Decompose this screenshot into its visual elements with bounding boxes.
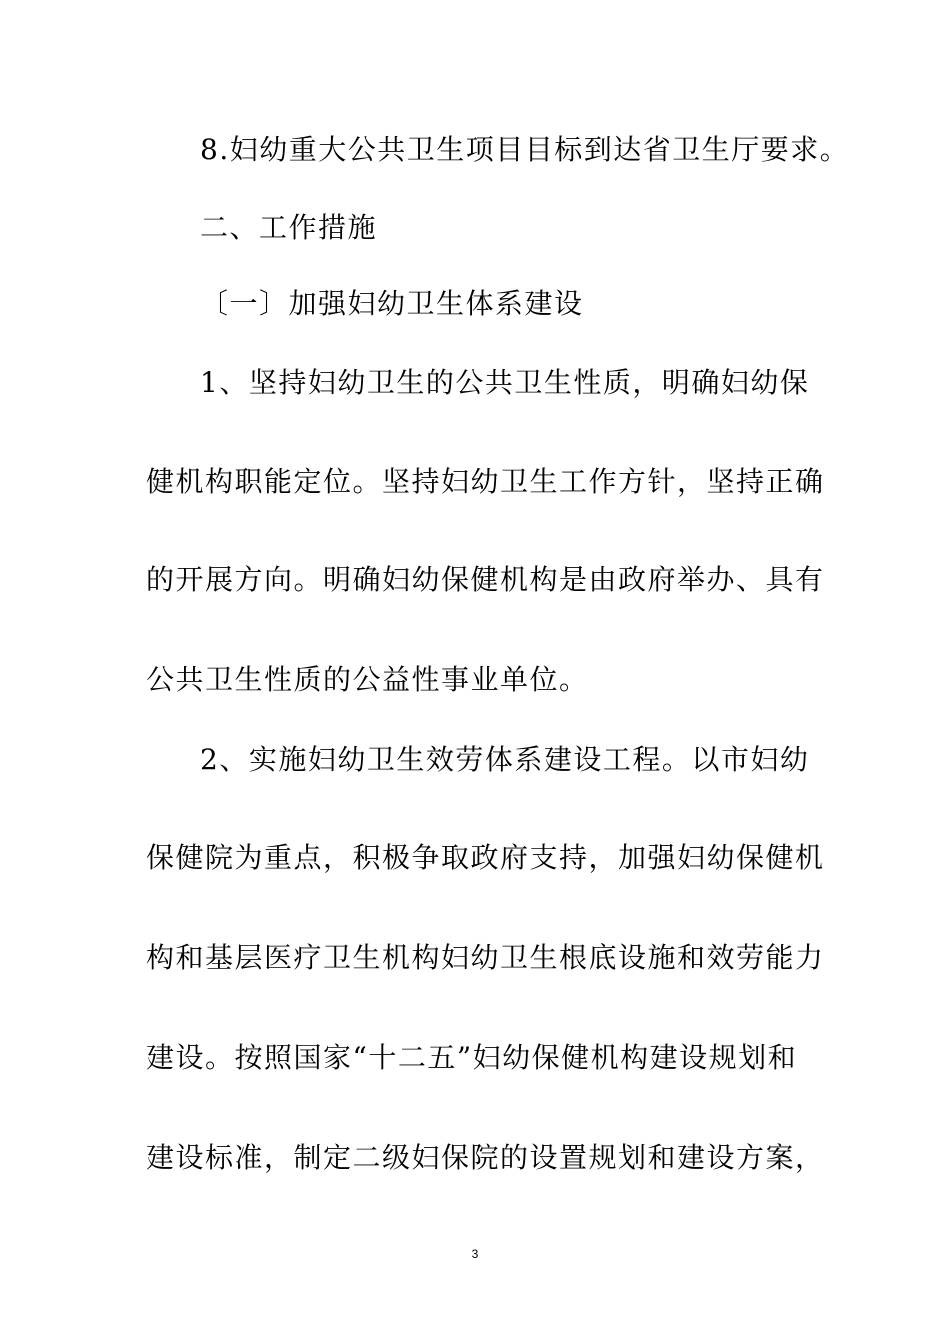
text-line: 建设。按照国家“十二五”妇幼保健机构建设规划和 [146, 1041, 798, 1074]
section-heading: 二、工作措施 [200, 211, 378, 244]
text-line: 保健院为重点，积极争取政府支持，加强妇幼保健机 [146, 841, 825, 874]
text-line: 健机构职能定位。坚持妇幼卫生工作方针，坚持正确 [146, 465, 825, 498]
subsection-heading: 〔一〕加强妇幼卫生体系建设 [200, 287, 584, 320]
text-line: 构和基层医疗卫生机构妇幼卫生根底设施和效劳能力 [146, 941, 825, 974]
page-number: 3 [471, 1247, 479, 1261]
text-line: 1、坚持妇幼卫生的公共卫生性质，明确妇幼保 [200, 366, 810, 399]
text-line: 8.妇幼重大公共卫生项目目标到达省卫生厅要求。 [200, 133, 850, 166]
text-line: 公共卫生性质的公益性事业单位。 [146, 663, 589, 696]
text-line: 的开展方向。明确妇幼保健机构是由政府举办、具有 [146, 563, 825, 596]
text-line: 2、实施妇幼卫生效劳体系建设工程。以市妇幼 [200, 743, 810, 776]
text-line: 建设标准，制定二级妇保院的设置规划和建设方案， [146, 1141, 825, 1174]
